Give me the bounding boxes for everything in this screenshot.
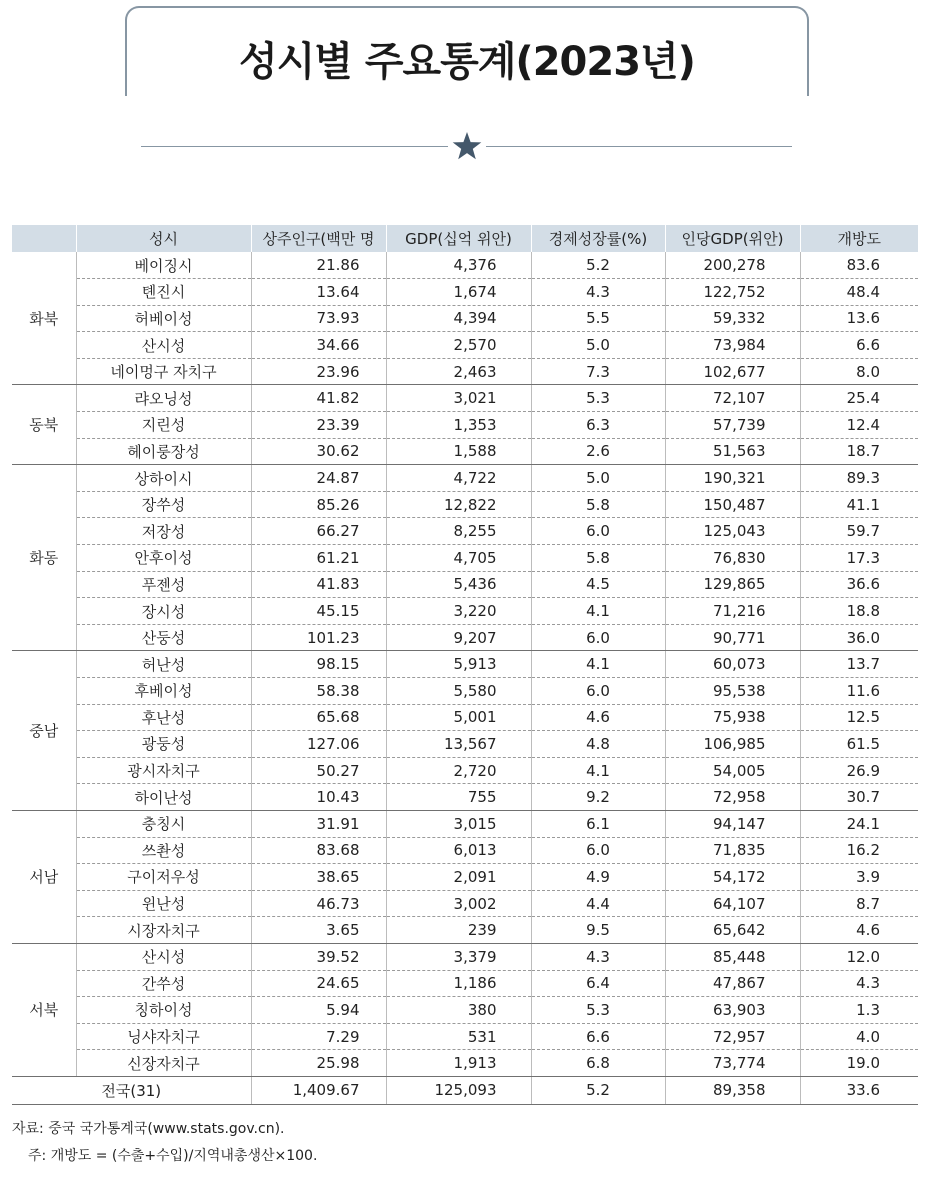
total-gdp-per-capita: 89,358 — [665, 1076, 800, 1104]
province-name-cell: 광시자치구 — [76, 757, 251, 784]
province-name-cell: 간쑤성 — [76, 970, 251, 997]
gdp-cell: 5,436 — [386, 571, 531, 598]
province-name-cell: 하이난성 — [76, 784, 251, 811]
province-name-cell: 충칭시 — [76, 810, 251, 837]
openness-cell: 17.3 — [800, 545, 918, 572]
table-row — [12, 810, 918, 837]
gdp-per-capita-cell: 51,563 — [665, 438, 800, 465]
star-icon — [451, 130, 483, 162]
population-cell: 24.87 — [251, 465, 386, 492]
table-row — [12, 864, 918, 891]
gdp-cell: 5,001 — [386, 704, 531, 731]
province-name-cell: 칭하이성 — [76, 997, 251, 1024]
total-openness: 33.6 — [800, 1076, 918, 1104]
gdp-cell: 12,822 — [386, 491, 531, 518]
province-name-cell: 푸젠성 — [76, 571, 251, 598]
province-name-cell: 상하이시 — [76, 465, 251, 492]
header-gdp-per-capita: 인당GDP(위안) — [665, 225, 800, 252]
total-label: 전국(31) — [12, 1076, 251, 1104]
gdp-per-capita-cell: 65,642 — [665, 917, 800, 944]
gdp-cell: 4,394 — [386, 305, 531, 332]
gdp-cell: 4,705 — [386, 545, 531, 572]
table-row — [12, 704, 918, 731]
gdp-cell: 1,913 — [386, 1050, 531, 1077]
table-row — [12, 332, 918, 359]
region-label: 화동 — [12, 465, 76, 651]
table-row — [12, 784, 918, 811]
population-cell: 3.65 — [251, 917, 386, 944]
gdp-cell: 5,913 — [386, 651, 531, 678]
table-row — [12, 970, 918, 997]
stats-table — [12, 225, 918, 1105]
growth-rate-cell: 5.3 — [531, 385, 665, 412]
gdp-per-capita-cell: 59,332 — [665, 305, 800, 332]
gdp-per-capita-cell: 71,216 — [665, 598, 800, 625]
openness-cell: 12.0 — [800, 943, 918, 970]
growth-rate-cell: 5.3 — [531, 997, 665, 1024]
province-name-cell: 허난성 — [76, 651, 251, 678]
openness-cell: 36.6 — [800, 571, 918, 598]
gdp-cell: 3,220 — [386, 598, 531, 625]
population-cell: 45.15 — [251, 598, 386, 625]
table-total-row — [12, 1076, 918, 1104]
population-cell: 21.86 — [251, 252, 386, 279]
gdp-cell: 3,002 — [386, 890, 531, 917]
openness-cell: 26.9 — [800, 757, 918, 784]
province-name-cell: 안후이성 — [76, 545, 251, 572]
table-row — [12, 571, 918, 598]
growth-rate-cell: 6.0 — [531, 837, 665, 864]
gdp-per-capita-cell: 102,677 — [665, 358, 800, 385]
population-cell: 83.68 — [251, 837, 386, 864]
population-cell: 41.82 — [251, 385, 386, 412]
openness-cell: 61.5 — [800, 731, 918, 758]
gdp-cell: 2,091 — [386, 864, 531, 891]
title-divider-left — [141, 146, 448, 147]
gdp-per-capita-cell: 73,984 — [665, 332, 800, 359]
province-name-cell: 구이저우성 — [76, 864, 251, 891]
population-cell: 30.62 — [251, 438, 386, 465]
gdp-per-capita-cell: 75,938 — [665, 704, 800, 731]
province-name-cell: 장시성 — [76, 598, 251, 625]
openness-cell: 16.2 — [800, 837, 918, 864]
title-divider-right — [486, 146, 792, 147]
gdp-per-capita-cell: 125,043 — [665, 518, 800, 545]
province-name-cell: 신장자치구 — [76, 1050, 251, 1077]
table-row — [12, 1050, 918, 1077]
gdp-cell: 239 — [386, 917, 531, 944]
gdp-cell: 3,015 — [386, 810, 531, 837]
population-cell: 65.68 — [251, 704, 386, 731]
province-name-cell: 허베이성 — [76, 305, 251, 332]
openness-cell: 18.7 — [800, 438, 918, 465]
openness-cell: 8.7 — [800, 890, 918, 917]
province-name-cell: 닝샤자치구 — [76, 1023, 251, 1050]
growth-rate-cell: 4.1 — [531, 598, 665, 625]
growth-rate-cell: 6.6 — [531, 1023, 665, 1050]
growth-rate-cell: 4.3 — [531, 943, 665, 970]
gdp-per-capita-cell: 63,903 — [665, 997, 800, 1024]
province-name-cell: 톈진시 — [76, 279, 251, 306]
population-cell: 50.27 — [251, 757, 386, 784]
gdp-per-capita-cell: 129,865 — [665, 571, 800, 598]
table-row — [12, 252, 918, 279]
growth-rate-cell: 6.0 — [531, 624, 665, 651]
growth-rate-cell: 4.9 — [531, 864, 665, 891]
header-openness: 개방도 — [800, 225, 918, 252]
table-row — [12, 491, 918, 518]
gdp-per-capita-cell: 85,448 — [665, 943, 800, 970]
gdp-cell: 13,567 — [386, 731, 531, 758]
province-name-cell: 쓰촨성 — [76, 837, 251, 864]
openness-cell: 3.9 — [800, 864, 918, 891]
openness-cell: 4.3 — [800, 970, 918, 997]
growth-rate-cell: 4.1 — [531, 651, 665, 678]
gdp-per-capita-cell: 54,005 — [665, 757, 800, 784]
population-cell: 58.38 — [251, 678, 386, 705]
growth-rate-cell: 4.8 — [531, 731, 665, 758]
province-name-cell: 시장자치구 — [76, 917, 251, 944]
table-row — [12, 279, 918, 306]
header-gdp: GDP(십억 위안) — [386, 225, 531, 252]
openness-cell: 59.7 — [800, 518, 918, 545]
openness-cell: 18.8 — [800, 598, 918, 625]
population-cell: 5.94 — [251, 997, 386, 1024]
table-row — [12, 943, 918, 970]
gdp-cell: 1,353 — [386, 412, 531, 439]
gdp-per-capita-cell: 150,487 — [665, 491, 800, 518]
table-row — [12, 731, 918, 758]
openness-cell: 4.0 — [800, 1023, 918, 1050]
province-name-cell: 랴오닝성 — [76, 385, 251, 412]
gdp-per-capita-cell: 71,835 — [665, 837, 800, 864]
growth-rate-cell: 4.1 — [531, 757, 665, 784]
openness-cell: 30.7 — [800, 784, 918, 811]
gdp-per-capita-cell: 106,985 — [665, 731, 800, 758]
population-cell: 34.66 — [251, 332, 386, 359]
population-cell: 98.15 — [251, 651, 386, 678]
gdp-cell: 3,021 — [386, 385, 531, 412]
gdp-per-capita-cell: 72,107 — [665, 385, 800, 412]
population-cell: 85.26 — [251, 491, 386, 518]
header-region — [12, 225, 76, 252]
openness-cell: 12.5 — [800, 704, 918, 731]
table-row — [12, 358, 918, 385]
table-row — [12, 438, 918, 465]
province-name-cell: 산시성 — [76, 332, 251, 359]
population-cell: 61.21 — [251, 545, 386, 572]
population-cell: 31.91 — [251, 810, 386, 837]
gdp-cell: 6,013 — [386, 837, 531, 864]
table-row — [12, 917, 918, 944]
gdp-per-capita-cell: 190,321 — [665, 465, 800, 492]
table-row — [12, 757, 918, 784]
footnote: 주: 개방도 = (수출+수입)/지역내총생산×100. — [28, 1148, 318, 1164]
table-row — [12, 624, 918, 651]
gdp-per-capita-cell: 95,538 — [665, 678, 800, 705]
table-row — [12, 385, 918, 412]
growth-rate-cell: 5.2 — [531, 252, 665, 279]
table-row — [12, 465, 918, 492]
population-cell: 66.27 — [251, 518, 386, 545]
total-gdp: 125,093 — [386, 1076, 531, 1104]
openness-cell: 8.0 — [800, 358, 918, 385]
growth-rate-cell: 5.5 — [531, 305, 665, 332]
openness-cell: 24.1 — [800, 810, 918, 837]
table-row — [12, 305, 918, 332]
growth-rate-cell: 6.1 — [531, 810, 665, 837]
gdp-per-capita-cell: 72,957 — [665, 1023, 800, 1050]
population-cell: 39.52 — [251, 943, 386, 970]
gdp-per-capita-cell: 60,073 — [665, 651, 800, 678]
gdp-per-capita-cell: 90,771 — [665, 624, 800, 651]
province-name-cell: 저장성 — [76, 518, 251, 545]
openness-cell: 48.4 — [800, 279, 918, 306]
openness-cell: 11.6 — [800, 678, 918, 705]
population-cell: 7.29 — [251, 1023, 386, 1050]
population-cell: 41.83 — [251, 571, 386, 598]
gdp-cell: 531 — [386, 1023, 531, 1050]
gdp-per-capita-cell: 64,107 — [665, 890, 800, 917]
source-note: 자료: 중국 국가통계국(www.stats.gov.cn). — [12, 1121, 285, 1137]
growth-rate-cell: 6.8 — [531, 1050, 665, 1077]
gdp-cell: 4,376 — [386, 252, 531, 279]
table-header-row — [12, 225, 918, 252]
total-growth: 5.2 — [531, 1076, 665, 1104]
openness-cell: 19.0 — [800, 1050, 918, 1077]
gdp-cell: 9,207 — [386, 624, 531, 651]
openness-cell: 4.6 — [800, 917, 918, 944]
growth-rate-cell: 6.3 — [531, 412, 665, 439]
openness-cell: 13.7 — [800, 651, 918, 678]
gdp-per-capita-cell: 54,172 — [665, 864, 800, 891]
growth-rate-cell: 2.6 — [531, 438, 665, 465]
table-row — [12, 598, 918, 625]
table-row — [12, 890, 918, 917]
population-cell: 10.43 — [251, 784, 386, 811]
gdp-per-capita-cell: 72,958 — [665, 784, 800, 811]
gdp-per-capita-cell: 200,278 — [665, 252, 800, 279]
province-name-cell: 후베이성 — [76, 678, 251, 705]
province-name-cell: 헤이룽장성 — [76, 438, 251, 465]
gdp-cell: 1,186 — [386, 970, 531, 997]
header-province: 성시 — [76, 225, 251, 252]
openness-cell: 25.4 — [800, 385, 918, 412]
openness-cell: 1.3 — [800, 997, 918, 1024]
gdp-cell: 8,255 — [386, 518, 531, 545]
region-label: 중남 — [12, 651, 76, 811]
province-name-cell: 장쑤성 — [76, 491, 251, 518]
growth-rate-cell: 6.0 — [531, 518, 665, 545]
table-row — [12, 412, 918, 439]
growth-rate-cell: 5.8 — [531, 545, 665, 572]
gdp-cell: 3,379 — [386, 943, 531, 970]
growth-rate-cell: 5.0 — [531, 332, 665, 359]
gdp-per-capita-cell: 73,774 — [665, 1050, 800, 1077]
growth-rate-cell: 4.4 — [531, 890, 665, 917]
openness-cell: 41.1 — [800, 491, 918, 518]
openness-cell: 13.6 — [800, 305, 918, 332]
growth-rate-cell: 9.5 — [531, 917, 665, 944]
openness-cell: 36.0 — [800, 624, 918, 651]
total-population: 1,409.67 — [251, 1076, 386, 1104]
population-cell: 23.96 — [251, 358, 386, 385]
growth-rate-cell: 4.5 — [531, 571, 665, 598]
population-cell: 38.65 — [251, 864, 386, 891]
province-name-cell: 후난성 — [76, 704, 251, 731]
gdp-cell: 1,588 — [386, 438, 531, 465]
province-name-cell: 윈난성 — [76, 890, 251, 917]
page-title: 성시별 주요통계(2023년) — [239, 39, 695, 85]
openness-cell: 12.4 — [800, 412, 918, 439]
population-cell: 24.65 — [251, 970, 386, 997]
openness-cell: 89.3 — [800, 465, 918, 492]
province-name-cell: 네이멍구 자치구 — [76, 358, 251, 385]
gdp-per-capita-cell: 76,830 — [665, 545, 800, 572]
gdp-cell: 1,674 — [386, 279, 531, 306]
population-cell: 46.73 — [251, 890, 386, 917]
gdp-cell: 380 — [386, 997, 531, 1024]
population-cell: 23.39 — [251, 412, 386, 439]
gdp-cell: 2,720 — [386, 757, 531, 784]
openness-cell: 6.6 — [800, 332, 918, 359]
openness-cell: 83.6 — [800, 252, 918, 279]
growth-rate-cell: 7.3 — [531, 358, 665, 385]
growth-rate-cell: 4.6 — [531, 704, 665, 731]
gdp-cell: 2,570 — [386, 332, 531, 359]
growth-rate-cell: 5.8 — [531, 491, 665, 518]
table-row — [12, 837, 918, 864]
province-name-cell: 산둥성 — [76, 624, 251, 651]
region-label: 동북 — [12, 385, 76, 465]
population-cell: 73.93 — [251, 305, 386, 332]
province-name-cell: 지린성 — [76, 412, 251, 439]
table-row — [12, 545, 918, 572]
growth-rate-cell: 5.0 — [531, 465, 665, 492]
population-cell: 127.06 — [251, 731, 386, 758]
header-growth: 경제성장률(%) — [531, 225, 665, 252]
gdp-cell: 5,580 — [386, 678, 531, 705]
table-row — [12, 651, 918, 678]
gdp-per-capita-cell: 94,147 — [665, 810, 800, 837]
header-population: 상주인구(백만 명 — [251, 225, 386, 252]
province-name-cell: 광둥성 — [76, 731, 251, 758]
growth-rate-cell: 9.2 — [531, 784, 665, 811]
population-cell: 13.64 — [251, 279, 386, 306]
table-row — [12, 997, 918, 1024]
region-label: 서북 — [12, 943, 76, 1076]
growth-rate-cell: 6.4 — [531, 970, 665, 997]
growth-rate-cell: 4.3 — [531, 279, 665, 306]
gdp-cell: 755 — [386, 784, 531, 811]
gdp-cell: 2,463 — [386, 358, 531, 385]
gdp-cell: 4,722 — [386, 465, 531, 492]
table-row — [12, 518, 918, 545]
gdp-per-capita-cell: 122,752 — [665, 279, 800, 306]
table-row — [12, 678, 918, 705]
population-cell: 101.23 — [251, 624, 386, 651]
gdp-per-capita-cell: 57,739 — [665, 412, 800, 439]
table-row — [12, 1023, 918, 1050]
population-cell: 25.98 — [251, 1050, 386, 1077]
province-name-cell: 베이징시 — [76, 252, 251, 279]
province-name-cell: 산시성 — [76, 943, 251, 970]
region-label: 화북 — [12, 252, 76, 385]
growth-rate-cell: 6.0 — [531, 678, 665, 705]
region-label: 서남 — [12, 810, 76, 943]
gdp-per-capita-cell: 47,867 — [665, 970, 800, 997]
